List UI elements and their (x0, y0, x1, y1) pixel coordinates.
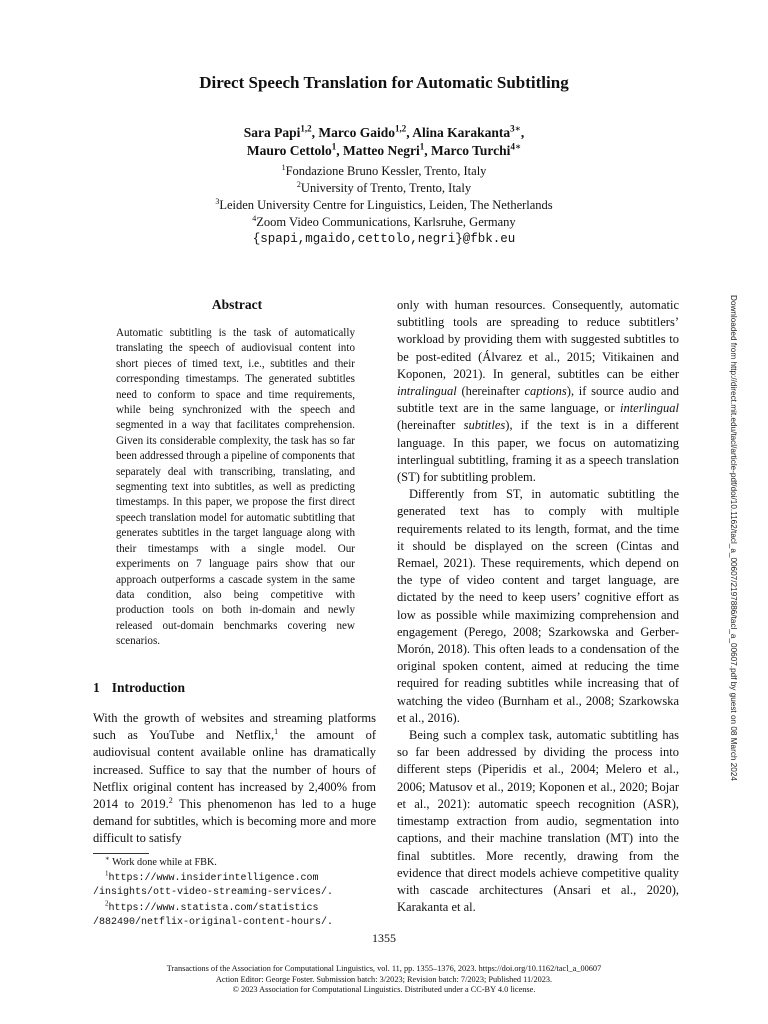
footnote-ref: 1 (274, 727, 279, 737)
footer-editor: Action Editor: George Foster. Submission batch: 3/2023; Revision batch: 7/2023; Published 11/2023. (215, 974, 553, 984)
body-paragraph (397, 297, 679, 486)
affiliation-text: Fondazione Bruno Kessler, Trento, Italy (285, 164, 487, 178)
emphasis: captions (524, 384, 567, 399)
emphasis: subtitles (463, 418, 506, 433)
author-affil-sup: 1 (419, 141, 425, 152)
affiliation (0, 163, 768, 180)
author-affil-sup: 4∗ (510, 141, 522, 152)
author-affil-sup: 1 (331, 141, 337, 152)
author-affil-sup: 1,2 (300, 123, 312, 134)
footer-license: © 2023 Association for Computational Linguistics. Distributed under a CC-BY 4.0 license. (232, 985, 536, 994)
abstract-heading: Abstract (211, 297, 263, 312)
text-run: ), if source audio and subtitle text are in the same language, or (397, 384, 679, 416)
footnote-url-cont[interactable]: /insights/ott-video-streaming-services/. (93, 887, 334, 898)
footnote-marker: 1 (105, 869, 109, 878)
footnote-ref: 2 (168, 795, 173, 805)
footnote-url[interactable]: https://www.insiderintelligence.com (108, 872, 319, 884)
footnote-star (93, 856, 376, 871)
author-affil-sup: 3∗ (510, 123, 521, 134)
author-name: Mauro Cettolo (246, 143, 332, 158)
affiliation-sup: 3 (215, 196, 220, 206)
affiliation-text: University of Trento, Trento, Italy (300, 181, 472, 195)
affiliation (0, 214, 768, 231)
footnote-marker: ∗ (105, 854, 110, 863)
section-heading-introduction (93, 680, 185, 696)
abstract-text: Automatic subtitling is the task of automatically translating the speech of audiovisual content into short pieces of timed text, i.e., subtitles and their corresponding timestamps. The generated subtitles need to conform to space and time requirements, while being synchronized with the speech and segmented in a way that facilitates comprehension. Given its considerable complexity, the task has so far been addressed through a pipeline of components that separately deal with transcribing, translating, and segmenting text into subtitles, as well as predicting timestamps. In this paper, we propose the first direct speech translation model for automatic subtitling that generates subtitles in the target language along with their timestamps with a single model. Our experiments on 7 language pairs show that our approach outperforms a cascade system in the same data condition, also being competitive with production tools on both in-domain and newly released out-domain benchmarks covering new scenarios. (116, 327, 355, 648)
emphasis: interlingual (619, 401, 679, 416)
paper-title: Direct Speech Translation for Automatic Subtitling (199, 73, 569, 92)
text-run: (hereinafter (397, 418, 464, 433)
text-run: With the growth of websites and streaming platforms such as YouTube and Netflix, (93, 711, 376, 743)
affiliations (0, 163, 768, 248)
right-column (397, 297, 679, 916)
affiliation (0, 197, 768, 214)
page-number: 1355 (372, 931, 396, 945)
intro-paragraph (93, 710, 376, 848)
author-name: Sara Papi (243, 125, 301, 140)
author-name: Matteo Negri (342, 143, 420, 158)
text-run: This phenomenon has led to a huge demand for subtitles, which is becoming more and more difficult to satisfy (93, 797, 376, 846)
affiliation-text: Zoom Video Communications, Karlsruhe, Germany (256, 215, 516, 229)
journal-footer (0, 964, 768, 996)
footnote-url[interactable]: https://www.statista.com/statistics (108, 902, 319, 914)
author-name: Alina Karakanta (412, 125, 511, 140)
footnote-1 (93, 871, 376, 887)
affiliation-text: Leiden University Centre for Linguistics, Leiden, The Netherlands (219, 198, 553, 212)
download-note: Downloaded from http://direct.mit.edu/tacl/article-pdf/doi/10.1162/tacl_a_00607/2197886/tacl_a_00607.pdf by guest on 08 March 2024 (729, 295, 738, 781)
footnote-divider (93, 853, 149, 854)
footer-citation: Transactions of the Association for Computational Linguistics, vol. 11, pp. 1355–1376, 2023. https://doi.org/10.1162/tacl_a_00607 (166, 964, 602, 973)
affiliation-sup: 1 (281, 162, 286, 172)
affiliation (0, 180, 768, 197)
author-line-2: Mauro Cettolo$^1$, Matteo Negri$^1$, Marco Turchi$^{4∗}$ (246, 141, 522, 158)
text-run: only with human resources. Consequently, automatic subtitling tools are spreading to reduce subtitlers’ workload by providing them with suggested subtitles to be post-edited (Álvarez et al., 2015; Vitikainen and Koponen, 2021). In general, subtitles can be either (397, 298, 679, 381)
body-paragraph: Being such a complex task, automatic subtitling has so far been addressed by dividing the process into different steps (Piperidis et al., 2004; Melero et al., 2006; Matusov et al., 2019; Koponen et al., 2020; Bojar et al., 2021): automatic speech recognition (ASR), timestamp extraction from audio, segmentation into captions, and their machine translation (MT) into the final subtitles. More recently, drawing from the evidence that direct models achieve competitive quality with cascade architectures (Ansari et al., 2020), Karakanta et al. (397, 728, 679, 915)
author-line-1: Sara Papi$^{1,2}$, Marco Gaido$^{1,2}$, Alina Karakanta$^{3∗}$, (243, 123, 525, 140)
footnote-url-cont[interactable]: /882490/netflix-original-content-hours/. (93, 917, 334, 928)
text-run: the amount of audiovisual content available online has dramatically increased. Suffice to say that the number of hours of Netflix original content has increased by 2,400% from 2014 to 2019. (93, 728, 376, 812)
section-title: Introduction (111, 680, 186, 695)
author-name: Marco Gaido (318, 125, 395, 140)
footnote-2 (93, 901, 376, 917)
author-list (0, 124, 768, 160)
text-run: ), if the text is in a different language. In this paper, we focus on automatizing interlingual subtitling, framing it as a speech translation (ST) for subtitling problem. (397, 418, 679, 485)
body-paragraph: Differently from ST, in automatic subtitling the generated text has to comply with multiple requirements related to its length, format, and the time it should be displayed on the screen (Cintas and Remael, 2021). These requirements, which depend on the type of video content and target language, are dictated by the need to keep users’ cognitive effort as low as possible while maximizing comprehension and engagement (Perego, 2008; Szarkowska and Gerber-Morón, 2018). This often leads to a condensation of the original spoken content, aimed at reducing the time required for reading subtitles while increasing that of watching the video (Burnham et al., 2008; Szarkowska et al., 2016). (397, 487, 679, 725)
emphasis: intralingual (397, 384, 457, 399)
affiliation-sup: 2 (296, 179, 301, 189)
text-run: (hereinafter (456, 384, 525, 399)
author-email: {spapi,mgaido,cettolo,negri}@fbk.eu (252, 232, 516, 246)
footnote-marker: 2 (105, 899, 109, 908)
footnote-text: Work done while at FBK. (109, 857, 217, 868)
author-affil-sup: 1,2 (395, 123, 407, 134)
footnotes (93, 856, 376, 931)
section-number: 1 (93, 680, 100, 695)
affiliation-sup: 4 (252, 213, 257, 223)
author-name: Marco Turchi (431, 143, 511, 158)
download-watermark (729, 295, 747, 781)
